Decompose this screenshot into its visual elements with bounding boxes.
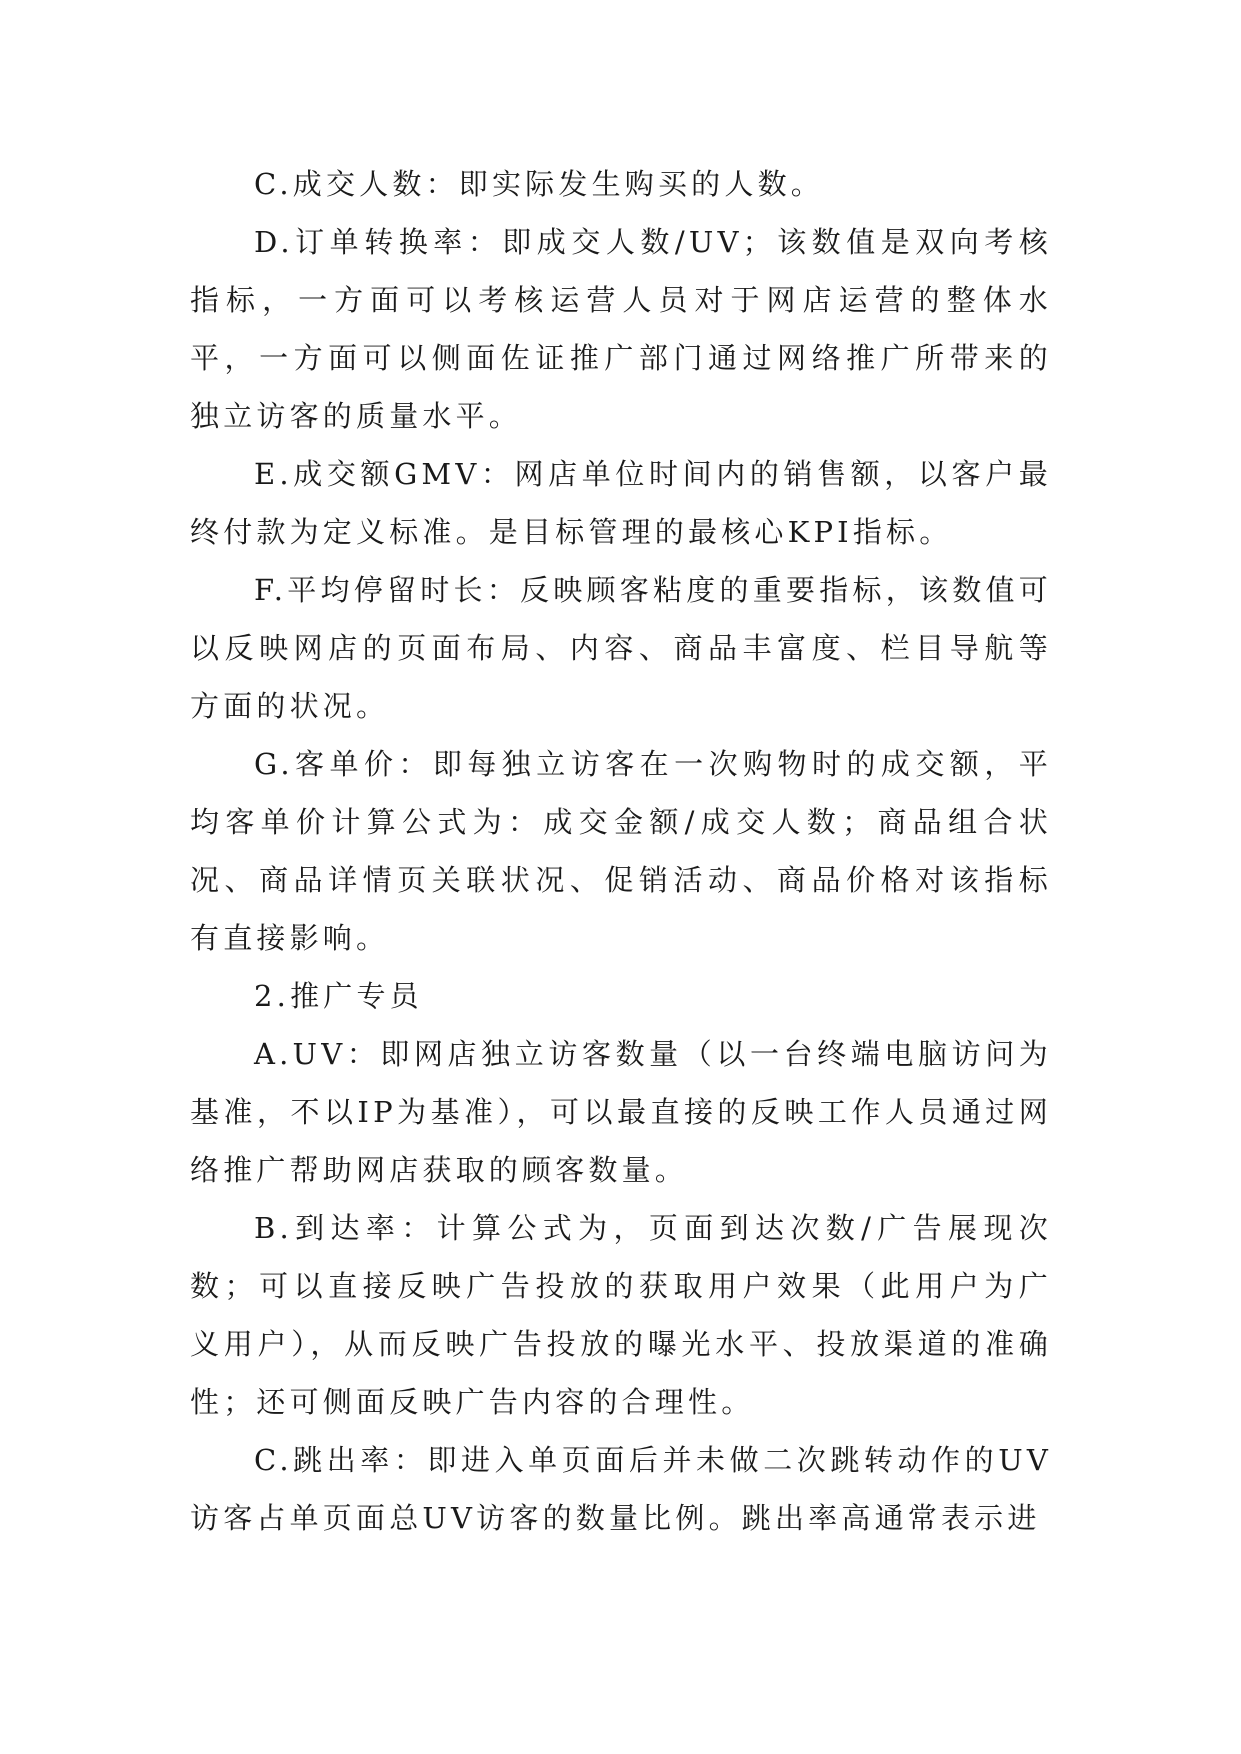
paragraph-average-stay-time: F.平均停留时长：反映顾客粘度的重要指标，该数值可以反映网店的页面布局、内容、商品丰富度、栏目导航等方面的状况。 [190,573,1052,723]
paragraph-bounce-rate: C.跳出率：即进入单页面后并未做二次跳转动作的UV访客占单页面总UV访客的数量比例。跳出率高通常表示进 [190,1443,1052,1535]
section-heading-promotion-specialist: 2.推广专员 [254,979,423,1013]
paragraph-average-order-value: G.客单价：即每独立访客在一次购物时的成交额，平均客单价计算公式为：成交金额/成交人数；商品组合状况、商品详情页关联状况、促销活动、商品价格对该指标有直接影响。 [190,747,1052,955]
paragraph-deal-count: C.成交人数：即实际发生购买的人数。 [254,167,824,201]
document-body [190,155,1052,1547]
paragraph-order-conversion-rate: D.订单转换率：即成交人数/UV；该数值是双向考核指标，一方面可以考核运营人员对于网店运营的整体水平，一方面可以侧面佐证推广部门通过网络推广所带来的独立访客的质量水平。 [190,225,1052,433]
paragraph-uv: A.UV：即网店独立访客数量（以一台终端电脑访问为基准，不以IP为基准），可以最直接的反映工作人员通过网络推广帮助网店获取的顾客数量。 [190,1037,1052,1187]
paragraph-arrival-rate: B.到达率：计算公式为，页面到达次数/广告展现次数；可以直接反映广告投放的获取用户效果（此用户为广义用户），从而反映广告投放的曝光水平、投放渠道的准确性；还可侧面反映广告内容的合理性。 [190,1211,1052,1419]
paragraph-gmv: E.成交额GMV：网店单位时间内的销售额，以客户最终付款为定义标准。是目标管理的最核心KPI指标。 [190,457,1052,549]
